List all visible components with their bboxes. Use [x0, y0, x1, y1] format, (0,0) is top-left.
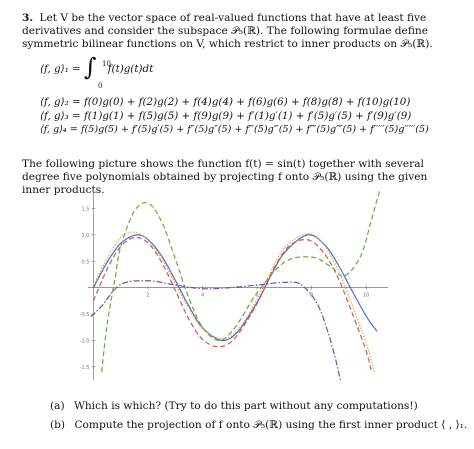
inner-product-3 [40, 110, 411, 122]
integral-upper-limit: 10 [102, 60, 111, 68]
question-a [50, 400, 418, 413]
y-tick-label: -0.5 [79, 312, 90, 319]
y-tick-label: 0.5 [81, 259, 90, 266]
question-b [50, 419, 467, 432]
question-a-label: (a) [50, 400, 65, 412]
inner-product-4-lhs: ⟨f, g⟩₄ = [40, 124, 78, 135]
problem-intro-text: Let V be the vector space of real-valued functions that have at least five derivatives and consider the subspace 𝒫₅(ℝ). The following formulae define symmetric bilinear functions on V, which restrict to inner products on 𝒫₅(ℝ). [22, 12, 433, 50]
polynomial-plot [79, 190, 388, 380]
inner-product-1 [40, 53, 154, 90]
question-b-label: (b) [50, 419, 66, 431]
x-tick-label: 4 [200, 292, 205, 299]
question-b-text: Compute the projection of f onto 𝒫₅(ℝ) using the first inner product ⟨ , ⟩₁. [74, 419, 468, 431]
figure-caption: The following picture shows the function f(t) = sin(t) together with several degree five polynomials obtained by projecting f onto 𝒫₅(ℝ) using the given inner products. [22, 158, 428, 196]
integral-lower-limit: 0 [98, 82, 103, 90]
inner-product-3-rhs: f(1)g(1) + f(5)g(5) + f(9)g(9) + f′(1)g′(1) + f′(5)g′(5) + f′(9)g′(9) [83, 110, 412, 122]
series-line-4 [102, 190, 380, 372]
inner-product-3-lhs: ⟨f, g⟩₃ = [40, 110, 81, 122]
inner-product-1-rhs: f(t)g(t)dt [107, 63, 154, 75]
x-tick-label: 10 [362, 292, 370, 299]
integral-sign: ∫ [83, 53, 97, 81]
series-line-5 [91, 281, 341, 380]
inner-product-2-lhs: ⟨f, g⟩₂ = [40, 96, 81, 108]
x-tick-label: 6 [255, 292, 259, 299]
y-tick-label: -1.5 [79, 364, 90, 371]
series-line-2 [93, 232, 374, 372]
plot-curves [91, 190, 380, 380]
inner-product-2 [40, 96, 410, 108]
y-tick-label: 1.0 [81, 232, 90, 239]
question-a-text: Which is which? (Try to do this part without any computations!) [73, 400, 418, 412]
problem-intro [22, 12, 458, 51]
inner-product-4-rhs: f(5)g(5) + f′(5)g′(5) + f″(5)g″(5) + f‴(5)g‴(5) + f⁗(5)g⁗(5) + f′′′′′(5)g′′′′′(5) [80, 124, 429, 135]
x-tick-label: 2 [146, 292, 150, 299]
x-tick-label: 8 [310, 292, 314, 299]
problem-number: 3. [22, 12, 34, 24]
y-tick-label: -1.0 [79, 338, 90, 345]
inner-product-2-rhs: f(0)g(0) + f(2)g(2) + f(4)g(4) + f(6)g(6) + f(8)g(8) + f(10)g(10) [83, 96, 411, 108]
series-line-3 [93, 237, 371, 372]
y-tick-label: 1.5 [81, 206, 90, 213]
inner-product-4 [40, 124, 429, 136]
inner-product-1-lhs: ⟨f, g⟩₁ = [40, 63, 81, 75]
